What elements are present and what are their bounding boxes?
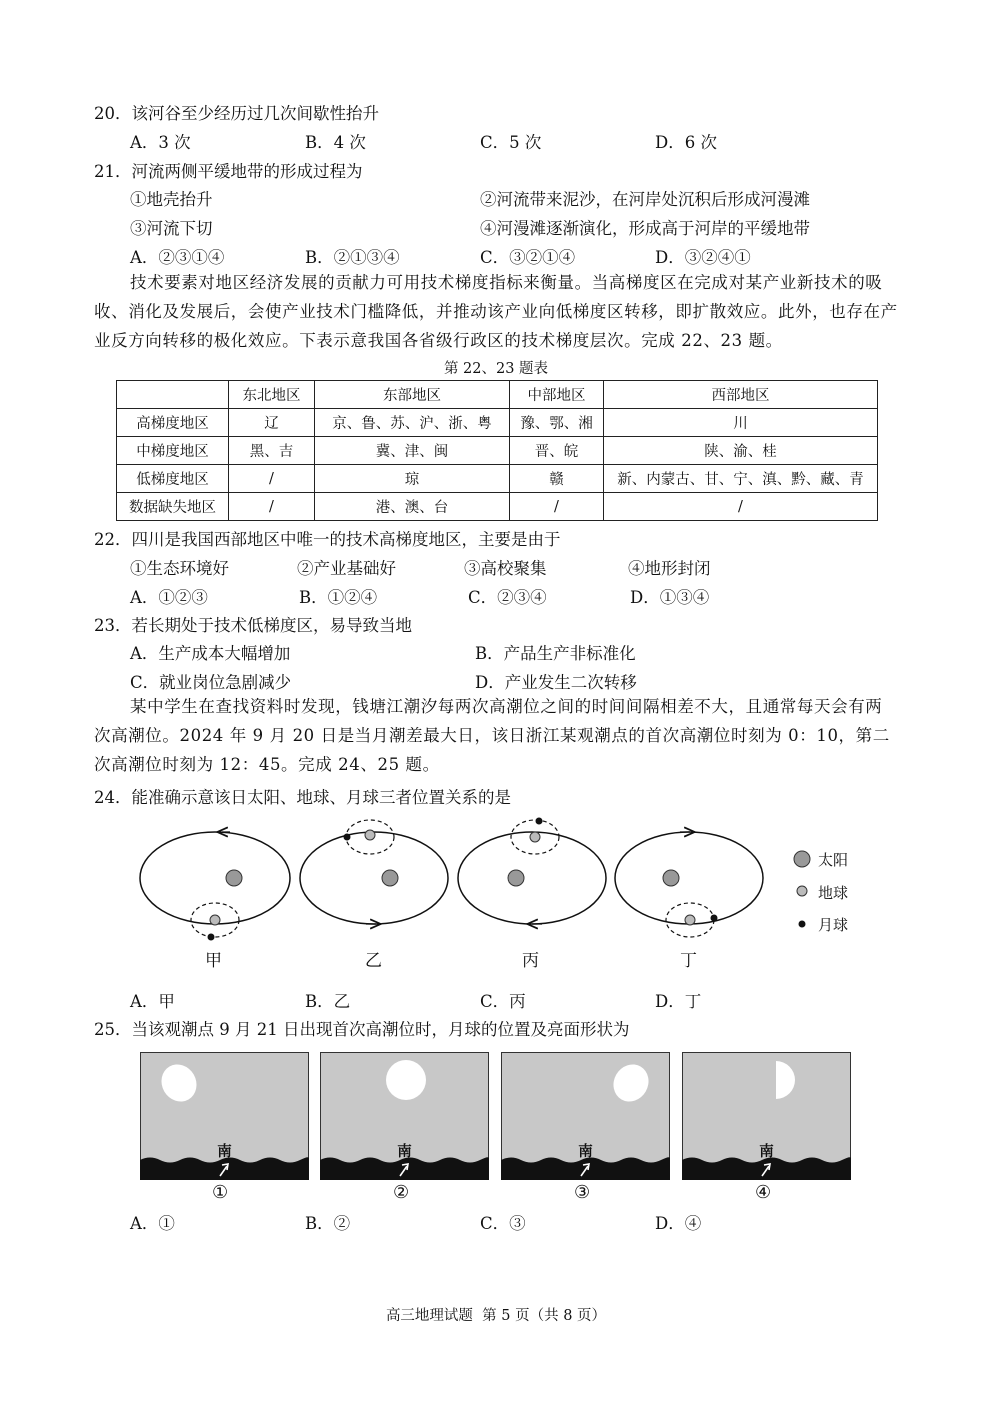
q24-option-a[interactable]: A．甲 <box>130 992 175 1011</box>
table-row <box>117 409 878 437</box>
q22-option-d[interactable]: D．①③④ <box>630 588 710 607</box>
q25-title: 25．当该观潮点 9 月 21 日出现首次高潮位时，月球的位置及亮面形状为 <box>94 1020 630 1039</box>
table-row <box>117 437 878 465</box>
q23-option-b[interactable]: B．产品生产非标准化 <box>475 644 636 663</box>
orbit-diagram-jia <box>140 832 290 941</box>
q20-option-b[interactable]: B．4 次 <box>305 133 366 152</box>
sun-icon <box>508 870 524 886</box>
q23-option-a[interactable]: A．生产成本大幅增加 <box>130 644 291 663</box>
table-row <box>117 493 878 521</box>
legend-sun-label: 太阳 <box>818 851 849 869</box>
diagram-label-yi: 乙 <box>365 951 382 971</box>
q21-option-b[interactable]: B．②①③④ <box>305 248 400 267</box>
table-cell: 港、澳、台 <box>315 493 510 521</box>
direction-south-label: 南 <box>759 1143 774 1160</box>
sun-icon <box>382 870 398 886</box>
table-cell: 豫、鄂、湘 <box>510 409 604 437</box>
gradient-table <box>116 380 878 521</box>
q24-option-c[interactable]: C．丙 <box>480 992 526 1011</box>
direction-south-label: 南 <box>578 1143 593 1160</box>
q22-option-c[interactable]: C．②③④ <box>468 588 547 607</box>
q25-option-c[interactable]: C．③ <box>480 1214 526 1233</box>
diagram-label-jia: 甲 <box>205 951 222 971</box>
moon-icon <box>208 934 215 941</box>
moon-icon <box>386 1060 426 1100</box>
table-cell: / <box>510 493 604 521</box>
table-header-row <box>117 381 878 409</box>
moon-icon <box>711 915 718 922</box>
q23-option-c[interactable]: C．就业岗位急剧减少 <box>130 673 292 692</box>
scene-label-1: ① <box>212 1182 229 1203</box>
table-cell: 中梯度地区 <box>117 437 229 465</box>
q20-option-a[interactable]: A．3 次 <box>130 133 191 152</box>
q25-option-a[interactable]: A．① <box>130 1214 175 1233</box>
q24-option-b[interactable]: B．乙 <box>305 992 351 1011</box>
earth-icon <box>365 830 375 840</box>
scene-label-2: ② <box>393 1182 410 1203</box>
table-caption: 第 22、23 题表 <box>443 361 549 377</box>
passage-technology-gradient: 技术要素对地区经济发展的贡献力可用技术梯度指标来衡量。当高梯度区在完成对某产业新技术的吸收、消化及发展后，会使产业技术门槛降低，并推动该产业向低梯度区转移，即扩散效应。此外，也存在产业反方向转移的极化效应。下表示意我国各省级行政区的技术梯度层次。完成 22、23 题。 <box>94 273 898 350</box>
legend-moon-icon <box>799 921 806 928</box>
q22-item-2: ②产业基础好 <box>297 559 396 578</box>
sun-earth-moon-diagrams <box>130 815 870 975</box>
moon-icon <box>607 1058 655 1108</box>
orbit-diagram-bing <box>458 818 606 925</box>
half-moon-icon <box>776 1061 795 1099</box>
sun-icon <box>226 870 242 886</box>
table-cell: 低梯度地区 <box>117 465 229 493</box>
table-cell: / <box>229 493 315 521</box>
q22-item-4: ④地形封闭 <box>628 559 711 578</box>
q24-option-d[interactable]: D．丁 <box>655 992 702 1011</box>
table-row <box>117 465 878 493</box>
q22-title: 22．四川是我国西部地区中唯一的技术高梯度地区，主要是由于 <box>94 530 561 549</box>
moon-scene-1 <box>140 1052 309 1180</box>
table-cell: 高梯度地区 <box>117 409 229 437</box>
q24-title: 24．能准确示意该日太阳、地球、月球三者位置关系的是 <box>94 788 511 807</box>
q21-item-1: ①地壳抬升 <box>130 190 213 209</box>
table-cell: 黑、吉 <box>229 437 315 465</box>
passage-qiantang-tide: 某中学生在查找资料时发现，钱塘江潮汐每两次高潮位之间的时间间隔相差不大，且通常每天会有两次高潮位。2024 年 9 月 20 日是当月潮差最大日，该日浙江某观潮点的首次高潮位时刻为 0：10，第二次高潮位时刻为 12：45。完成 24、25 题。 <box>94 697 890 774</box>
orbit-diagram-yi <box>300 820 448 924</box>
table-cell: 琼 <box>315 465 510 493</box>
q20-option-c[interactable]: C．5 次 <box>480 133 542 152</box>
q22-item-1: ①生态环境好 <box>130 559 229 578</box>
moon-icon <box>536 818 543 825</box>
table-cell: / <box>229 465 315 493</box>
diagram-label-ding: 丁 <box>680 951 697 971</box>
moon-scene-4 <box>682 1052 851 1180</box>
q25-option-d[interactable]: D．④ <box>655 1214 702 1233</box>
q21-option-d[interactable]: D．③②④① <box>655 248 751 267</box>
q22-option-a[interactable]: A．①②③ <box>130 588 208 607</box>
legend-moon-label: 月球 <box>818 916 849 934</box>
q21-item-2: ②河流带来泥沙，在河岸处沉积后形成河漫滩 <box>480 190 810 209</box>
page-footer: 高三地理试题 第 5 页（共 8 页） <box>385 1308 607 1324</box>
legend-earth-icon <box>797 886 807 896</box>
legend-earth-label: 地球 <box>818 884 849 902</box>
earth-icon <box>530 832 540 842</box>
q22-item-3: ③高校聚集 <box>464 559 547 578</box>
q23-option-d[interactable]: D．产业发生二次转移 <box>475 673 637 692</box>
direction-south-label: 南 <box>217 1143 232 1160</box>
table-header-cell: 西部地区 <box>604 381 878 409</box>
table-header-cell <box>117 381 229 409</box>
table-header-cell: 东北地区 <box>229 381 315 409</box>
q22-option-b[interactable]: B．①②④ <box>299 588 378 607</box>
scene-label-4: ④ <box>755 1182 772 1203</box>
table-cell: 京、鲁、苏、沪、浙、粤 <box>315 409 510 437</box>
table-cell: 赣 <box>510 465 604 493</box>
moon-icon <box>344 834 351 841</box>
q20-option-d[interactable]: D．6 次 <box>655 133 717 152</box>
orbit-diagram-ding <box>615 832 763 937</box>
earth-icon <box>210 915 220 925</box>
sun-icon <box>663 870 679 886</box>
moon-scene-3 <box>501 1052 670 1180</box>
table-cell: 川 <box>604 409 878 437</box>
legend-sun-icon <box>794 851 810 867</box>
q21-option-a[interactable]: A．②③①④ <box>130 248 225 267</box>
table-cell: 新、内蒙古、甘、宁、滇、黔、藏、青 <box>604 465 878 493</box>
table-cell: 冀、津、闽 <box>315 437 510 465</box>
q21-title: 21．河流两侧平缓地带的形成过程为 <box>94 162 363 181</box>
moon-icon <box>155 1058 203 1108</box>
table-cell: / <box>604 493 878 521</box>
moon-scene-2 <box>320 1052 489 1180</box>
table-cell: 辽 <box>229 409 315 437</box>
q21-option-c[interactable]: C．③②①④ <box>480 248 576 267</box>
q21-item-3: ③河流下切 <box>130 219 213 238</box>
direction-south-label: 南 <box>397 1143 412 1160</box>
q25-option-b[interactable]: B．② <box>305 1214 351 1233</box>
diagram-label-bing: 丙 <box>522 951 539 971</box>
q20-title: 20．该河谷至少经历过几次间歇性抬升 <box>94 104 379 123</box>
q21-item-4: ④河漫滩逐渐演化，形成高于河岸的平缓地带 <box>480 219 810 238</box>
earth-icon <box>685 915 695 925</box>
q23-title: 23．若长期处于技术低梯度区，易导致当地 <box>94 616 412 635</box>
scene-label-3: ③ <box>574 1182 591 1203</box>
table-header-cell: 东部地区 <box>315 381 510 409</box>
table-cell: 数据缺失地区 <box>117 493 229 521</box>
table-cell: 陕、渝、桂 <box>604 437 878 465</box>
table-cell: 晋、皖 <box>510 437 604 465</box>
table-header-cell: 中部地区 <box>510 381 604 409</box>
